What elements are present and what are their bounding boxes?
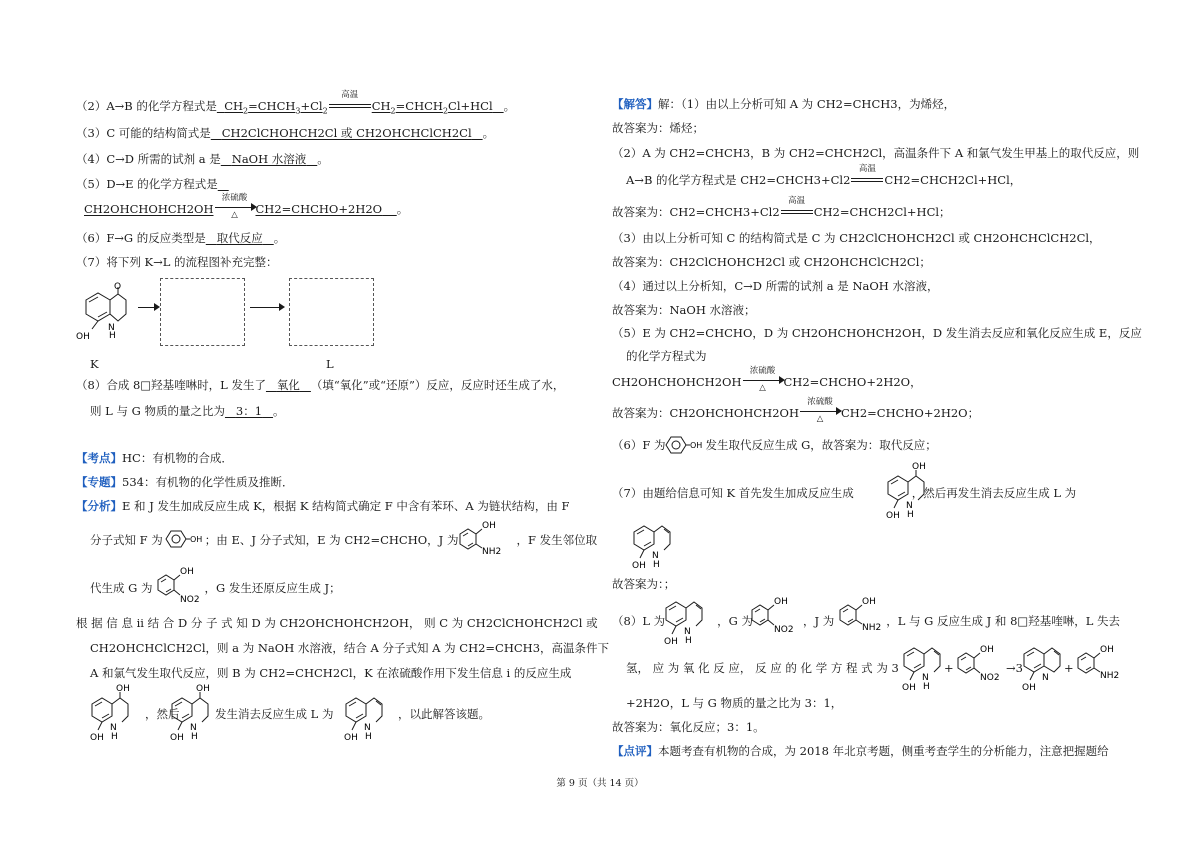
svg-text:H: H bbox=[685, 636, 692, 646]
q8-answer-1: 氧化 bbox=[276, 378, 300, 392]
svg-text:NO2: NO2 bbox=[180, 595, 200, 605]
question-5: （5）D→E 的化学方程式是 bbox=[76, 177, 218, 191]
zhuanti: 【专题】534：有机物的化学性质及推断． bbox=[76, 475, 294, 489]
fenxi-line2: 分子式知 F 为 ；由 E、J 分子式知，E 为 CH2=CHCHO，J 为 ，F 发生邻位取 bbox=[90, 533, 598, 547]
svg-text:NH2: NH2 bbox=[482, 547, 502, 557]
fenxi-line5: CH2OHCHClCH2Cl，则 a 为 NaOH 水溶液，结合 A 分子式知 A 为 CH2=CHCH3，高温条件下 bbox=[90, 641, 610, 655]
svg-text:OH: OH bbox=[690, 441, 703, 450]
structure-l-eq bbox=[660, 594, 716, 648]
right-line-6: 故答案为：CH2ClCHOHCH2Cl 或 CH2OHCHClCH2Cl； bbox=[612, 255, 931, 269]
structure-g bbox=[150, 564, 210, 608]
svg-text:NO2: NO2 bbox=[774, 625, 794, 635]
svg-text:OH: OH bbox=[76, 332, 90, 342]
structure-l-eq2 bbox=[898, 640, 950, 694]
svg-text:N: N bbox=[110, 723, 117, 733]
svg-text:OH: OH bbox=[980, 645, 994, 655]
structure-j bbox=[452, 518, 512, 560]
question-2: （2）A→B 的化学方程式是 $CH_2=CHCH_3+Cl_2$ 高温 $CH_2=CHCH_2Cl+HCl$ 。 bbox=[76, 90, 516, 116]
svg-text:H: H bbox=[365, 732, 372, 742]
q8-answer-2: 3：1 bbox=[235, 404, 263, 418]
right-line-8: 故答案为：NaOH 水溶液； bbox=[612, 303, 756, 317]
svg-text:H: H bbox=[653, 560, 660, 570]
right-line-16: （8）L 为 ，G 为 ，J 为 ，L 与 G 反应生成 J 和 8□羟基喹啉，L 失去 bbox=[612, 614, 1121, 628]
fenxi-line7c: ，以此解答该题。 bbox=[398, 707, 490, 721]
structure-g-eq2 bbox=[950, 642, 1006, 686]
svg-text:OH: OH bbox=[196, 684, 210, 694]
structure-j-eq2 bbox=[1070, 642, 1126, 686]
right-line-12: 故答案为：CH2OHCHOHCH2OH 浓硫酸 △ CH2=CHCHO+2H2O； bbox=[612, 397, 980, 424]
dianping: 【点评】本题考查有机物的合成，为 2018 年北京考题，侧重考查学生的分析能力，注意把握题给 bbox=[612, 744, 1109, 758]
fenxi-line6: A 和氯气发生取代反应，则 B 为 CH2=CHCH2Cl，K 在浓硫酸作用下发生信息 i 的反应生成 bbox=[90, 666, 572, 680]
svg-text:OH: OH bbox=[886, 511, 900, 521]
svg-text:OH: OH bbox=[116, 684, 130, 694]
svg-text:N: N bbox=[1042, 673, 1049, 683]
flow-box-1 bbox=[160, 278, 245, 346]
structure-intermediate-1 bbox=[86, 682, 142, 744]
right-line-18: +2H2O，L 与 G 物质的量之比为 3：1， bbox=[626, 696, 843, 710]
svg-text:OH: OH bbox=[632, 561, 646, 571]
structure-intermediate-3 bbox=[882, 460, 938, 522]
flow-arrow bbox=[250, 307, 280, 308]
svg-text:OH: OH bbox=[1022, 683, 1036, 693]
fenxi-line1: 【分析】E 和 J 发生加成反应生成 K，根据 K 结构简式确定 F 中含有苯环、A 为链状结构，由 F bbox=[76, 499, 570, 513]
structure-k bbox=[70, 282, 130, 344]
right-line-3: A→B 的化学方程式是 CH2=CHCH3+Cl2 高温 CH2=CHCH2Cl+HCl， bbox=[626, 164, 1022, 187]
right-line-7: （4）通过以上分析知，C→D 所需的试剂 a 是 NaOH 水溶液， bbox=[612, 279, 939, 293]
plus-2: + bbox=[1064, 661, 1074, 675]
structure-phenol bbox=[160, 527, 204, 551]
right-line-10: 的化学方程式为 bbox=[626, 349, 707, 363]
structure-l-right bbox=[628, 518, 684, 572]
svg-text:OH: OH bbox=[482, 521, 496, 531]
svg-text:H: H bbox=[191, 732, 198, 742]
reaction-arrow: 高温 bbox=[329, 99, 371, 111]
svg-text:OH: OH bbox=[862, 597, 876, 607]
svg-text:OH: OH bbox=[664, 637, 678, 647]
q5-answer: CH2OHCHOHCH2OH 浓硫酸 △ CH2=CHCHO+2H2O bbox=[84, 193, 383, 220]
svg-text:N: N bbox=[684, 627, 691, 637]
right-line-5: （3）由以上分析可知 C 的结构简式是 C 为 CH2ClCHOHCH2Cl 或 CH2OHCHClCH2Cl， bbox=[612, 231, 1101, 245]
svg-text:OH: OH bbox=[774, 597, 788, 607]
svg-text:H: H bbox=[111, 732, 118, 742]
right-line-15: 故答案为：； bbox=[612, 577, 676, 591]
q2-prefix: （2）A→B 的化学方程式是 bbox=[76, 99, 217, 113]
svg-text:N: N bbox=[108, 323, 115, 333]
k-label: K bbox=[90, 357, 99, 371]
fenxi-line4: 根 据 信 息 ii 结 合 D 分 子 式 知 D 为 CH2OHCHOHCH2OH， 则 C 为 CH2ClCHOHCH2Cl 或 bbox=[76, 616, 598, 630]
structure-phenol-right bbox=[662, 434, 706, 456]
kaodian: 【考点】HC：有机物的合成． bbox=[76, 451, 233, 465]
structure-product bbox=[1018, 640, 1070, 694]
svg-text:H: H bbox=[109, 331, 116, 341]
question-3: （3）C 可能的结构简式是 CH2ClCHOHCH2Cl 或 CH2OHCHClCH2Cl 。 bbox=[76, 126, 495, 140]
svg-text:OH: OH bbox=[90, 733, 104, 743]
svg-text:NO2: NO2 bbox=[980, 673, 1000, 683]
k-ketone-label: O bbox=[114, 282, 122, 292]
svg-text:OH: OH bbox=[1100, 645, 1114, 655]
q2-answer: $CH_2=CHCH_3+Cl_2$ 高温 $CH_2=CHCH_2Cl+HCl$ bbox=[224, 90, 493, 116]
structure-intermediate-2 bbox=[166, 682, 222, 744]
page-footer: 第 9 页（共 14 页） bbox=[556, 778, 644, 789]
question-5-equation: CH2OHCHOHCH2OH 浓硫酸 △ CH2=CHCHO+2H2O 。 bbox=[84, 193, 409, 220]
svg-text:NH2: NH2 bbox=[862, 623, 882, 633]
l-label: L bbox=[326, 357, 334, 371]
right-line-1: 故答案为：烯烃； bbox=[612, 121, 704, 135]
fenxi-line7b: 发生消去反应生成 L 为 bbox=[215, 707, 334, 721]
right-line-9: （5）E 为 CH2=CHCHO，D 为 CH2OHCHOHCH2OH，D 发生消去反应和氧化反应生成 E，反应 bbox=[612, 326, 1142, 340]
jieda-line1: 【解答】解：（1）由以上分析可知 A 为 CH2=CHCH3，为烯烃， bbox=[612, 97, 956, 111]
q6-answer: 取代反应 bbox=[216, 231, 263, 245]
svg-text:OH: OH bbox=[344, 733, 358, 743]
question-8-line2: 则 L 与 G 物质的量之比为 3：1 。 bbox=[90, 404, 285, 418]
svg-text:N: N bbox=[906, 501, 913, 511]
svg-text:OH: OH bbox=[170, 733, 184, 743]
right-line-11: CH2OHCHOHCH2OH 浓硫酸 △ CH2=CHCHO+2H2O， bbox=[612, 366, 922, 393]
right-line-2: （2）A 为 CH2=CHCH3，B 为 CH2=CHCH2Cl，高温条件下 A 和氯气发生甲基上的取代反应，则 bbox=[612, 146, 1140, 160]
plus-1: + bbox=[944, 661, 954, 675]
question-8-line1: （8）合成 8□羟基喹啉时，L 发生了 氧化 （填“氧化”或“还原”）反应，反应时还生成了水， bbox=[76, 378, 565, 392]
right-line-19: 故答案为：氧化反应；3：1。 bbox=[612, 720, 765, 734]
fenxi-line3: 代生成 G 为 ，G 发生还原反应生成 J； bbox=[90, 581, 341, 595]
svg-text:N: N bbox=[922, 673, 929, 683]
structure-g-eq bbox=[744, 594, 800, 638]
question-4: （4）C→D 所需的试剂 a 是 NaOH 水溶液 。 bbox=[76, 152, 329, 166]
right-line-14: （7）由题给信息可知 K 首先发生加成反应生成 ，然后再发生消去反应生成 L 为 bbox=[612, 486, 1077, 500]
svg-text:N: N bbox=[190, 723, 197, 733]
q4-answer: NaOH 水溶液 bbox=[231, 152, 307, 166]
svg-text:N: N bbox=[652, 551, 659, 561]
right-line-4: 故答案为：CH2=CHCH3+Cl2 高温 CH2=CHCH2Cl+HCl； bbox=[612, 196, 951, 219]
fenxi-line7a: ，然后 bbox=[145, 707, 180, 721]
svg-text:OH: OH bbox=[912, 462, 926, 472]
yields: →3 bbox=[1006, 661, 1023, 675]
right-line-13: （6）F 为 发生取代反应生成 G，故答案为：取代反应； bbox=[612, 438, 937, 452]
right-line-17: 氢， 应 为 氧 化 反 应， 反 应 的 化 学 方 程 式 为 3 bbox=[626, 661, 899, 675]
svg-text:H: H bbox=[907, 510, 914, 520]
svg-text:NH2: NH2 bbox=[1100, 671, 1120, 681]
structure-l-left bbox=[340, 690, 396, 744]
svg-text:OH: OH bbox=[190, 535, 203, 544]
svg-text:H: H bbox=[923, 682, 930, 692]
svg-text:N: N bbox=[364, 723, 371, 733]
question-6: （6）F→G 的反应类型是 取代反应 。 bbox=[76, 231, 286, 245]
structure-j-eq bbox=[832, 594, 888, 638]
q3-answer: CH2ClCHOHCH2Cl 或 CH2OHCHClCH2Cl bbox=[221, 126, 472, 140]
svg-text:OH: OH bbox=[180, 567, 194, 577]
svg-text:OH: OH bbox=[902, 683, 916, 693]
flow-box-2 bbox=[289, 278, 374, 346]
question-7: （7）将下列 K→L 的流程图补充完整： bbox=[76, 255, 278, 269]
flow-arrow-head bbox=[279, 303, 285, 311]
